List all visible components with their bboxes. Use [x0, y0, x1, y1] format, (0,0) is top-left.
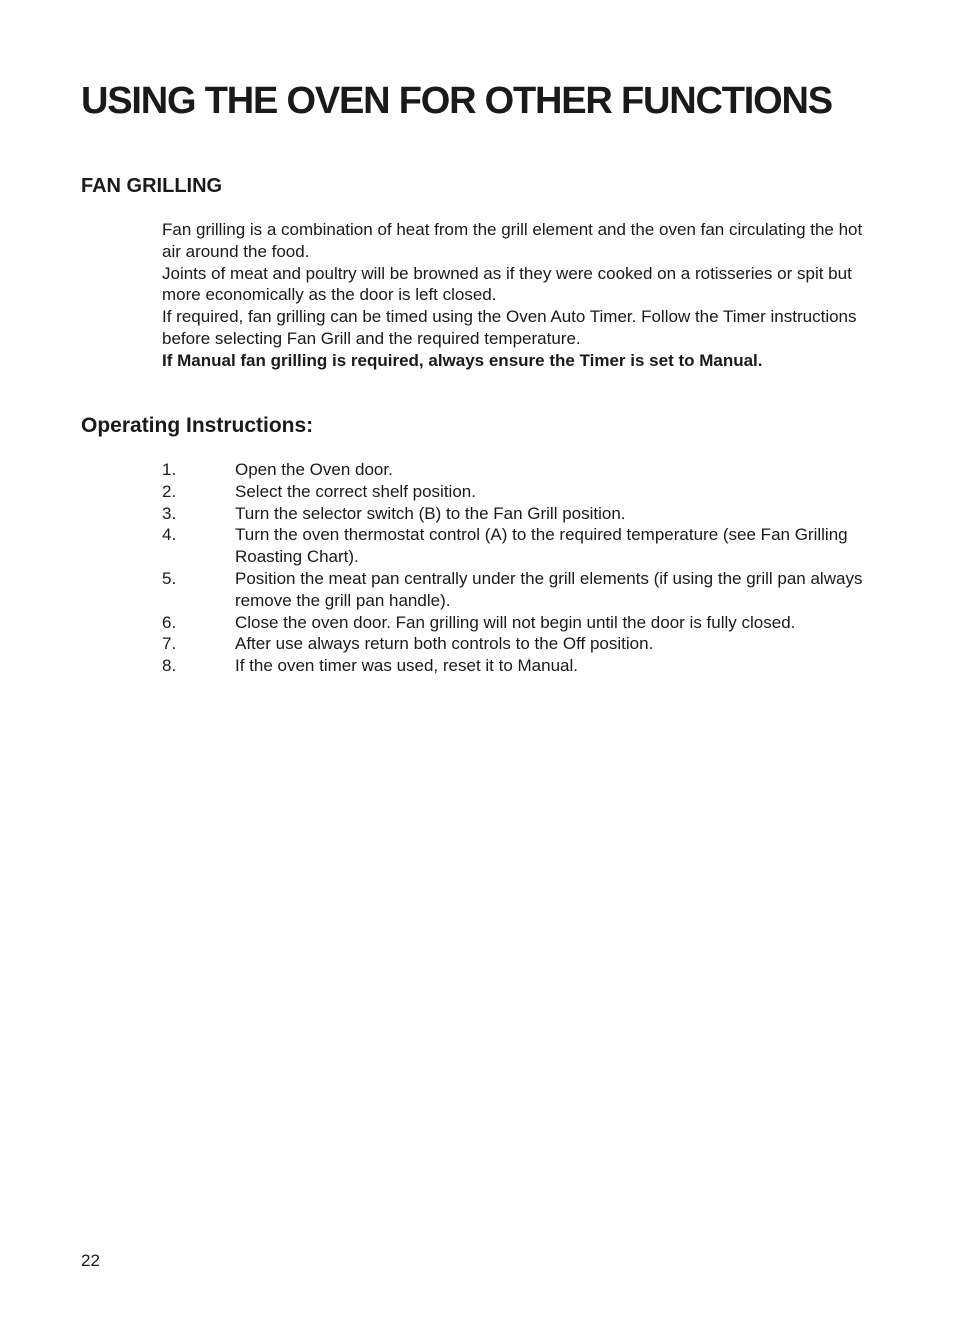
step-number: 8. [162, 656, 177, 676]
intro-paragraph: Fan grilling is a combination of heat from the grill element and the oven fan circulating the hot air around the food. [162, 220, 863, 261]
step-text: After use always return both controls to the Off position. [235, 634, 654, 654]
step-number: 6. [162, 612, 177, 632]
step-item [162, 503, 877, 525]
step-item [162, 633, 877, 655]
step-number: 1. [162, 460, 177, 479]
step-item [162, 655, 877, 677]
step-text: Turn the selector switch (B) to the Fan Grill position. [235, 503, 626, 523]
page-title: USING THE OVEN FOR OTHER FUNCTIONS [81, 80, 832, 122]
step-item [162, 612, 877, 634]
manual-timer-note: If Manual fan grilling is required, always ensure the Timer is set to Manual. [162, 350, 763, 370]
step-item [162, 568, 877, 612]
step-text: Close the oven door. Fan grilling will not begin until the door is fully closed. [235, 612, 796, 632]
step-number: 5. [162, 568, 177, 588]
fan-grilling-heading: FAN GRILLING [81, 175, 223, 197]
step-text: Open the Oven door. [235, 460, 393, 479]
intro-paragraph: If required, fan grilling can be timed using the Oven Auto Timer. Follow the Timer instructions before selecting Fan Grill and the required temperature. [162, 307, 857, 348]
step-text: Position the meat pan centrally under the grill elements (if using the grill pan always remove the grill pan handle). [235, 568, 863, 610]
operating-instructions-heading: Operating Instructions: [81, 414, 314, 437]
step-text: Select the correct shelf position. [235, 481, 476, 501]
step-number: 7. [162, 634, 177, 654]
fan-grilling-description [162, 219, 877, 372]
step-text: If the oven timer was used, reset it to Manual. [235, 656, 578, 676]
intro-paragraph: Joints of meat and poultry will be browned as if they were cooked on a rotisseries or spit but more economically as the door is left closed. [162, 263, 852, 305]
operating-steps-list [162, 459, 877, 677]
page-number: 22 [81, 1251, 100, 1270]
step-item [162, 481, 877, 503]
step-number: 2. [162, 481, 177, 501]
step-item [162, 459, 877, 481]
step-number: 3. [162, 503, 177, 523]
step-number: 4. [162, 525, 177, 545]
step-item [162, 524, 877, 568]
step-text: Turn the oven thermostat control (A) to the required temperature (see Fan Grilling Roasting Chart). [235, 525, 848, 567]
